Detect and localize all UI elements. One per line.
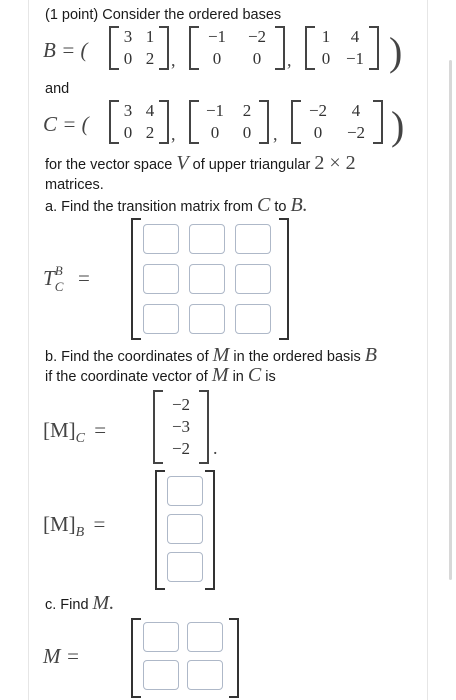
coord-b-subscript: B <box>75 525 85 541</box>
matrix-entry: −2 <box>308 101 328 120</box>
basis-c-label: C = ( <box>43 112 89 136</box>
matrix-entry: −1 <box>345 49 365 68</box>
transition-matrix-label <box>43 263 90 294</box>
answer-input-c-r1c2[interactable] <box>187 622 223 652</box>
matrix-entry: 0 <box>212 49 222 68</box>
close-paren: ) <box>391 103 405 148</box>
vector-space-prefix: for the vector space <box>45 157 173 173</box>
part-c-prefix: c. Find <box>45 597 89 613</box>
matrix-entry: 0 <box>313 123 323 142</box>
part-b-prefix: b. Find the coordinates of <box>45 349 209 365</box>
equals-sign: = <box>94 418 107 442</box>
transition-superscript: B <box>54 263 63 278</box>
coord-c-label <box>43 418 106 447</box>
part-b-basis: B <box>364 344 377 366</box>
part-c-m: M. <box>92 592 115 614</box>
answer-input-b-1[interactable] <box>167 476 203 506</box>
part-b-mid: in the ordered basis <box>233 349 361 365</box>
left-bracket <box>131 618 141 698</box>
matrices-word: matrices. <box>45 177 104 193</box>
comma: , <box>273 124 278 144</box>
part-b-line2-m: M <box>211 364 229 386</box>
coord-b-label <box>43 512 105 541</box>
basis-c-matrix-2 <box>189 100 269 144</box>
matrix-entry: 3 <box>123 27 133 46</box>
comma: , <box>287 50 292 70</box>
and-label: and <box>45 81 70 97</box>
comma: , <box>171 124 176 144</box>
right-bracket <box>229 618 239 698</box>
answer-input-a-r2c2[interactable] <box>189 264 225 294</box>
basis-b-matrix-2 <box>189 26 285 70</box>
left-bracket <box>131 218 141 340</box>
answer-input-b-2[interactable] <box>167 514 203 544</box>
close-paren: ) <box>389 29 403 74</box>
matrix-entry: −1 <box>205 101 225 120</box>
matrix-entry: −2 <box>247 27 267 46</box>
equals-sign: = <box>77 266 90 290</box>
answer-input-c-r2c2[interactable] <box>187 660 223 690</box>
matrix-entry: 1 <box>145 27 155 46</box>
basis-b-matrix-3 <box>305 26 379 70</box>
part-a-from: C <box>256 194 271 216</box>
answer-input-a-r1c2[interactable] <box>189 224 225 254</box>
coord-c-vector <box>153 390 209 464</box>
part-a-to-word: to <box>274 199 287 215</box>
answer-input-c-r2c1[interactable] <box>143 660 179 690</box>
part-b-line2-c: C <box>247 364 262 386</box>
matrix-entry: 4 <box>351 101 361 120</box>
part-b-m: M <box>212 344 230 366</box>
part-b-prompt-line1 <box>45 346 377 366</box>
part-b-line2-prefix: if the coordinate vector of <box>45 369 208 385</box>
transition-subscript: C <box>54 279 64 294</box>
answer-input-a-r2c1[interactable] <box>143 264 179 294</box>
part-b-line2-in: in <box>232 369 244 385</box>
matrix-entry: 2 <box>145 49 155 68</box>
right-bracket <box>205 470 215 590</box>
matrix-entry: 0 <box>242 123 252 142</box>
basis-b-label: B = ( <box>43 38 88 62</box>
vector-entry: −3 <box>171 417 191 436</box>
answer-input-a-r2c3[interactable] <box>235 264 271 294</box>
basis-b-matrix-1 <box>109 26 169 70</box>
vector-entry: −2 <box>171 395 191 414</box>
problem-page <box>28 0 428 700</box>
m-label: M = <box>43 644 80 668</box>
matrix-entry: 0 <box>123 123 133 142</box>
answer-input-c-r1c1[interactable] <box>143 622 179 652</box>
matrix-entry: 2 <box>242 101 252 120</box>
answer-input-a-r3c2[interactable] <box>189 304 225 334</box>
part-c-prompt <box>45 594 114 614</box>
scrollbar[interactable] <box>449 60 452 580</box>
part-b-prompt-line2 <box>45 366 276 386</box>
problem-intro: (1 point) Consider the ordered bases <box>45 7 282 23</box>
basis-c-matrix-1 <box>109 100 169 144</box>
answer-input-a-r1c3[interactable] <box>235 224 271 254</box>
vector-entry: −2 <box>171 439 191 458</box>
part-a-prompt <box>45 196 308 216</box>
basis-c-matrix-3 <box>291 100 383 144</box>
equals-sign: = <box>93 512 106 536</box>
matrix-entry: 0 <box>123 49 133 68</box>
answer-input-b-3[interactable] <box>167 552 203 582</box>
part-a-to: B. <box>290 194 308 216</box>
matrix-size: 2 × 2 <box>314 152 356 174</box>
transition-symbol: T <box>43 266 55 290</box>
coord-c-subscript: C <box>75 431 86 447</box>
matrix-entry: 1 <box>321 27 331 46</box>
matrix-entry: 0 <box>321 49 331 68</box>
vector-space-symbol: V <box>176 152 189 174</box>
matrix-entry: 4 <box>145 101 155 120</box>
matrix-entry: 3 <box>123 101 133 120</box>
vector-space-suffix: of upper triangular <box>192 157 311 173</box>
vector-space-line <box>45 154 356 174</box>
answer-input-a-r1c1[interactable] <box>143 224 179 254</box>
right-bracket <box>279 218 289 340</box>
matrix-entry: −2 <box>346 123 366 142</box>
period: . <box>213 438 218 458</box>
part-b-line2-is: is <box>265 369 276 385</box>
matrix-entry: −1 <box>207 27 227 46</box>
part-a-prefix: a. Find the transition matrix from <box>45 199 253 215</box>
matrix-entry: 4 <box>350 27 360 46</box>
answer-input-a-r3c3[interactable] <box>235 304 271 334</box>
coord-b-symbol: [M] <box>43 512 76 536</box>
left-bracket <box>155 470 165 590</box>
matrix-entry: 0 <box>210 123 220 142</box>
answer-input-a-r3c1[interactable] <box>143 304 179 334</box>
comma: , <box>171 50 176 70</box>
matrix-entry: 2 <box>145 123 155 142</box>
coord-c-symbol: [M] <box>43 418 76 442</box>
matrix-entry: 0 <box>252 49 262 68</box>
